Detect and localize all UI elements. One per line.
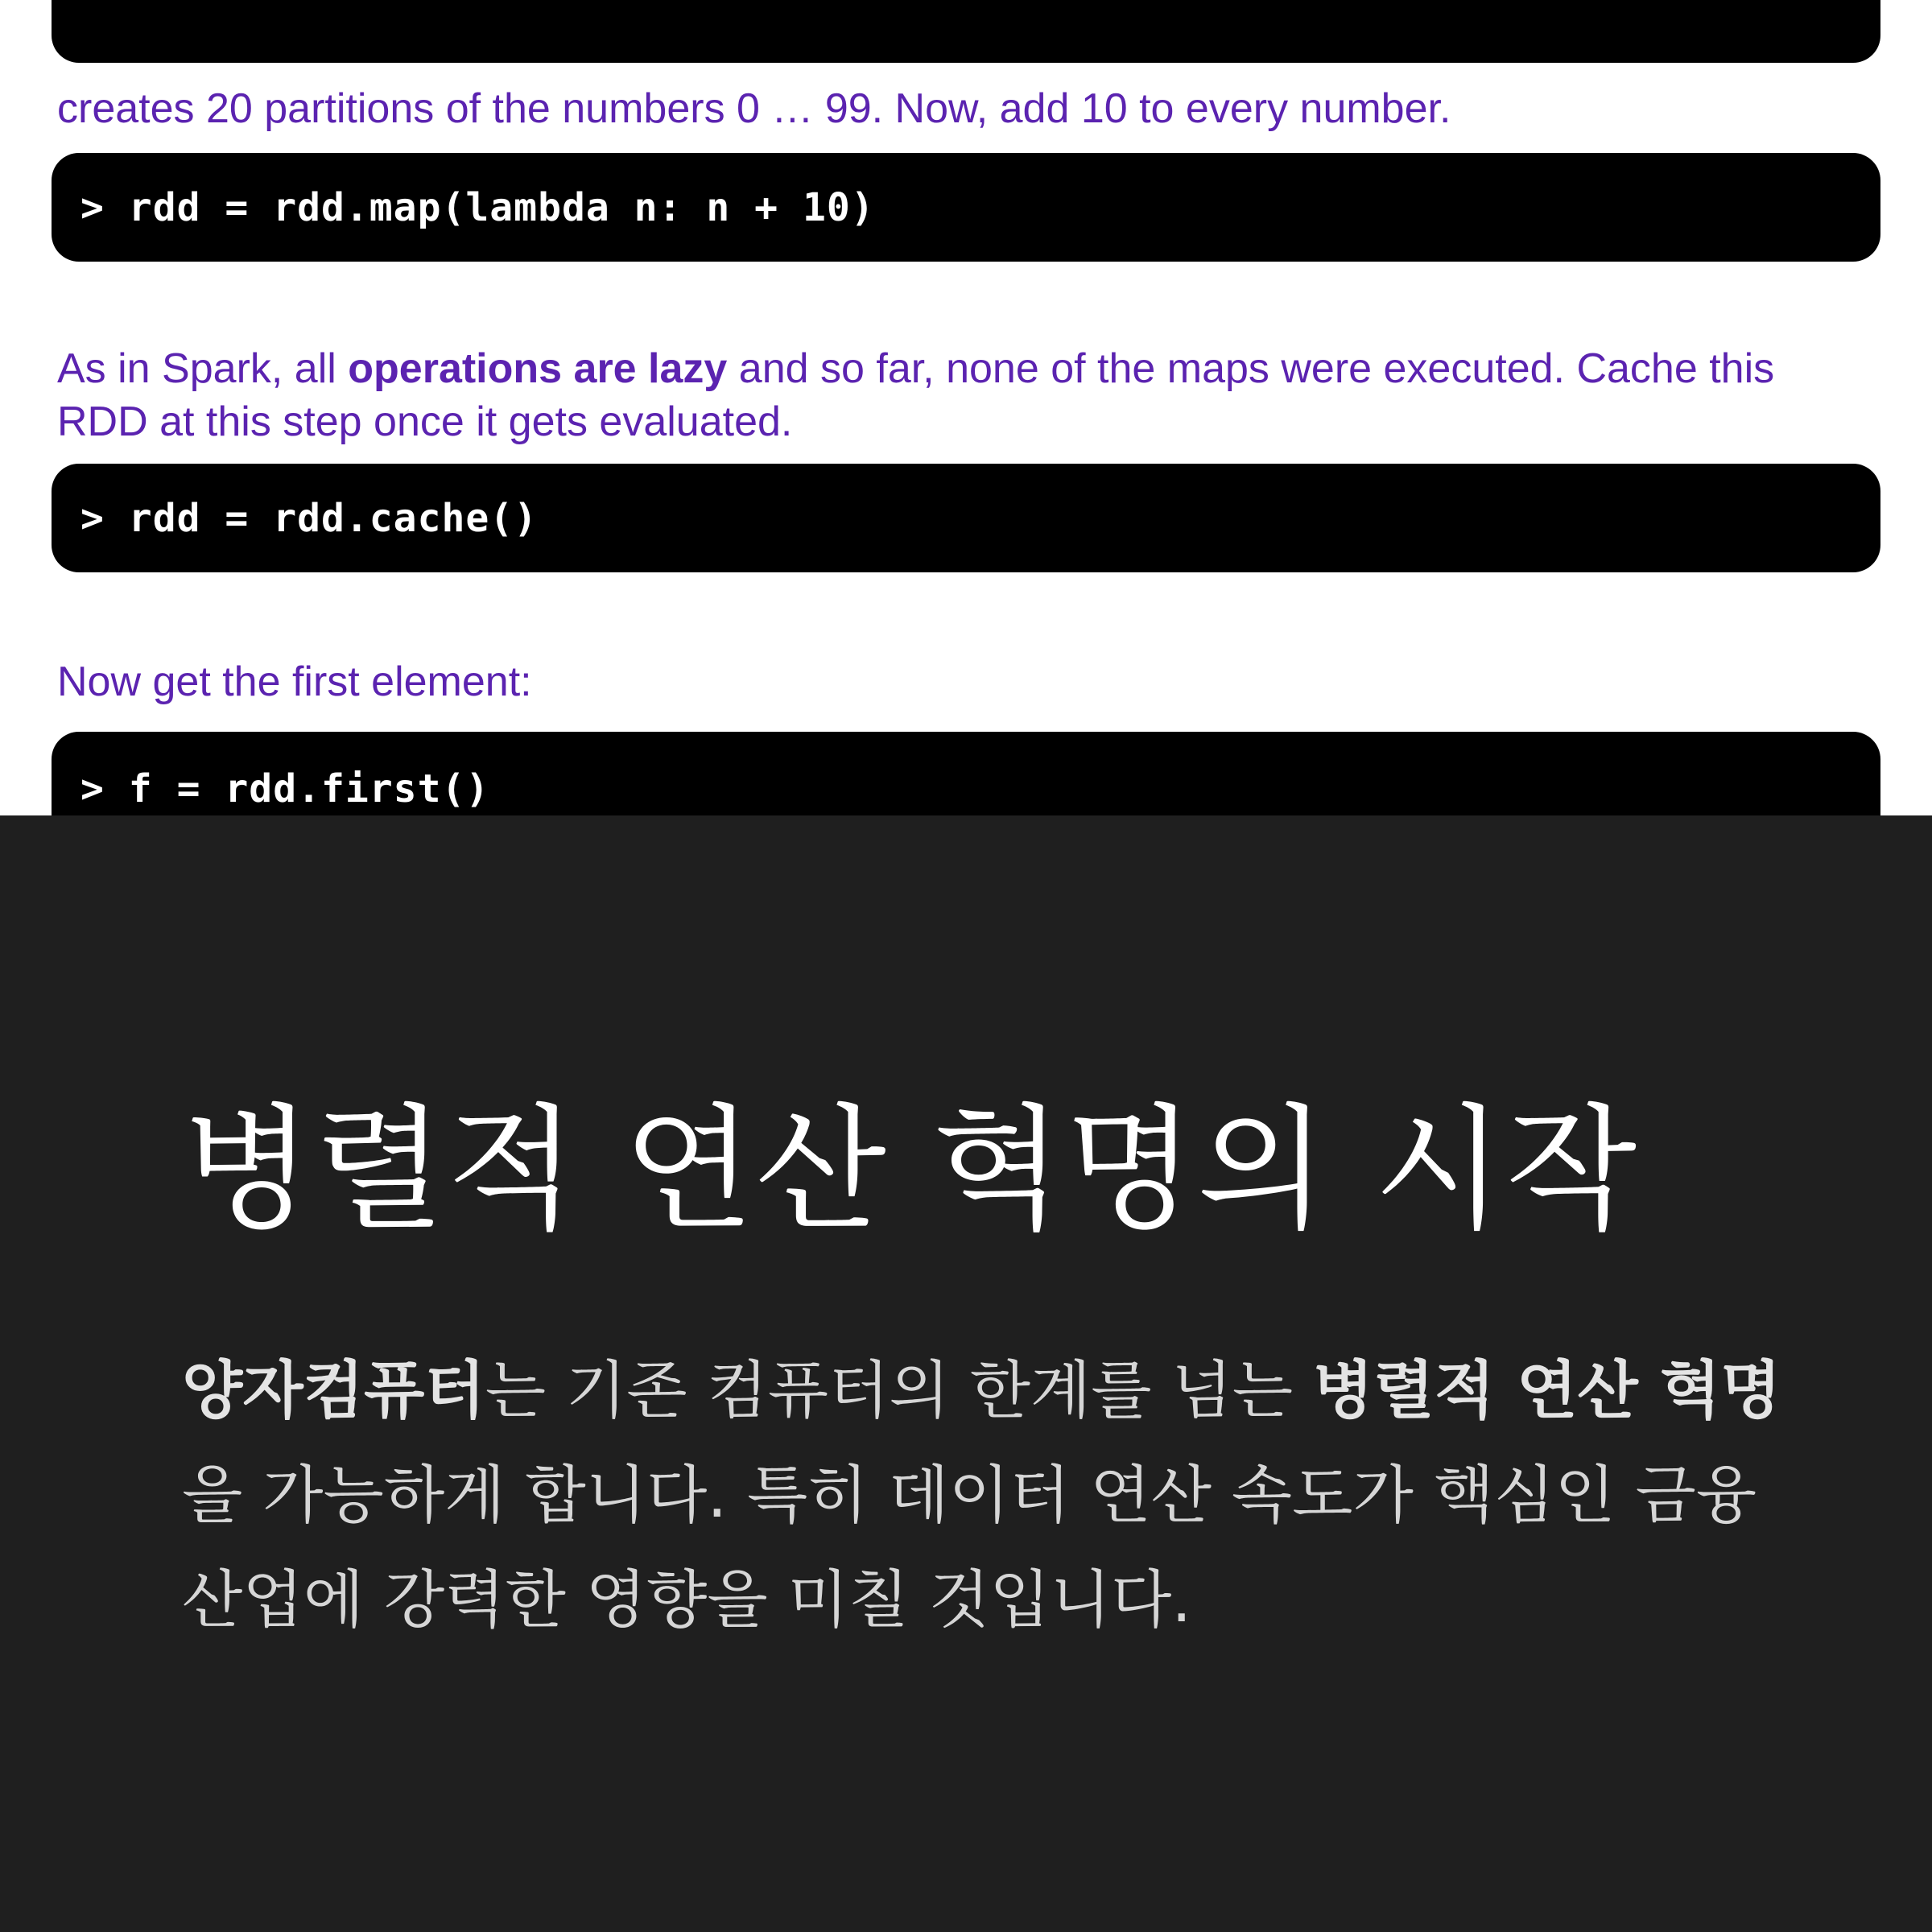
code-block-parallelize [52, 0, 1880, 63]
slide-screenshot [0, 0, 1932, 815]
code-block-cache [52, 464, 1880, 572]
caption-overlay [0, 815, 1932, 1932]
prose-lazy-before: As in Spark, all [57, 345, 349, 392]
prose-partitions: creates 20 partitions of the numbers 0 … 99. Now, add 10 to every number. [57, 85, 1451, 132]
body-bold-quantum: 양자컴퓨터 [182, 1355, 485, 1427]
code-block-map [52, 153, 1880, 262]
prose-lazy [57, 342, 1860, 448]
prose-first-element: Now get the first element: [57, 658, 532, 705]
code-block-first [52, 732, 1880, 815]
code-line-map: > rdd = rdd.map(lambda n: n + 10) [80, 184, 875, 230]
body-text-1: 는 기존 컴퓨터의 한계를 넘는 [485, 1355, 1313, 1427]
body-bold-revolution: 병렬적 연산 혁명 [1312, 1355, 1781, 1427]
headline: 병렬적 연산 혁명의 시작 [182, 1091, 1639, 1249]
body-text-2: 을 가능하게 합니다. 특히 데이터 연산 속도가 핵심인 금융 산업에 강력한 영향을 미칠 것입니다. [182, 1459, 1757, 1637]
code-line-first: > f = rdd.first() [80, 766, 490, 811]
prose-lazy-after: and so far, none of the maps were executed. Cache this RDD at this step once it gets evaluated. [57, 345, 1775, 445]
body-text [182, 1339, 1792, 1653]
code-line-cache: > rdd = rdd.cache() [80, 495, 539, 541]
prose-lazy-bold: operations are lazy [348, 345, 728, 392]
